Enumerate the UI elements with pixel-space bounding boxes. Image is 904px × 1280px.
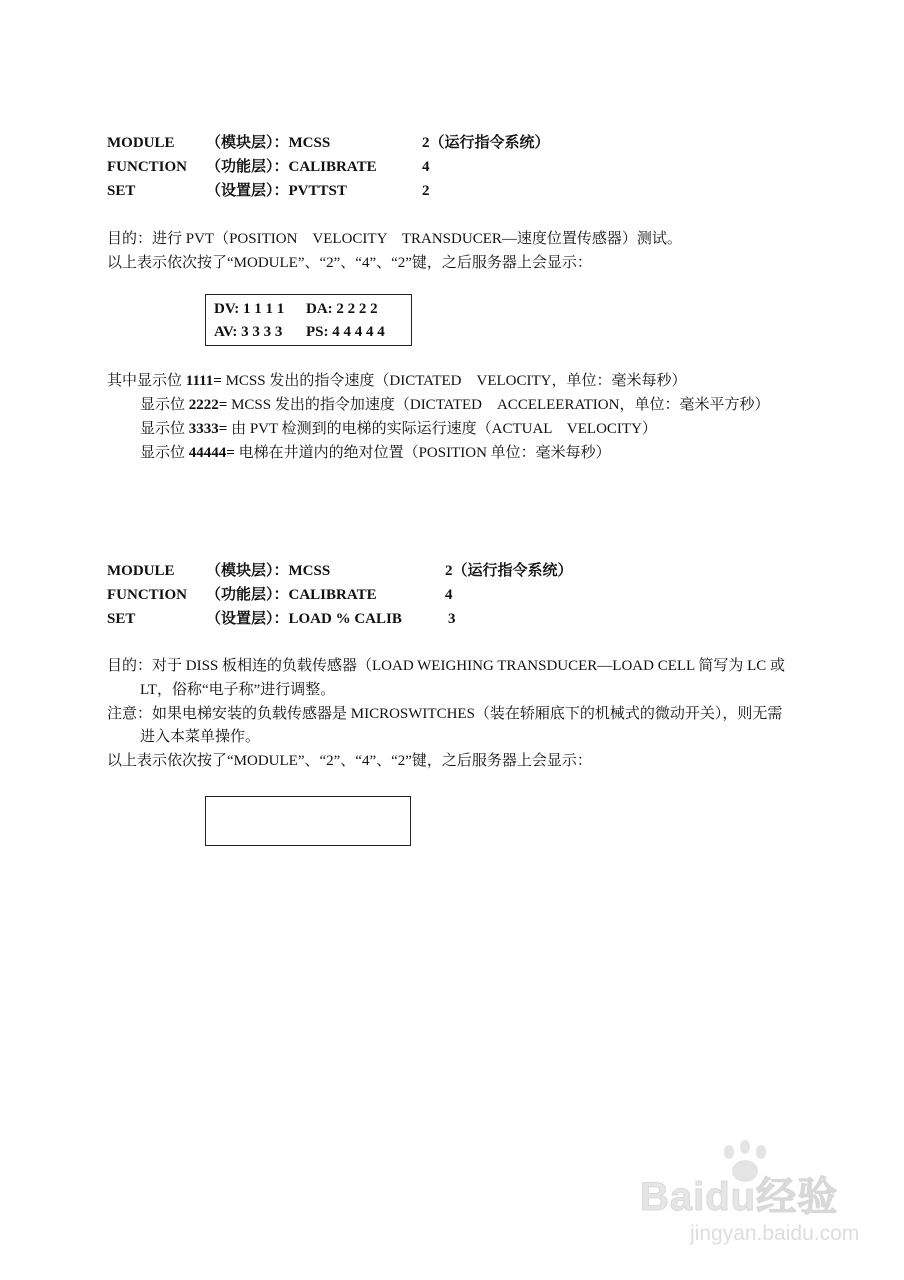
explanation-code: 1111=: [185, 373, 222, 389]
s2-set-value: 3: [448, 611, 456, 627]
display-ps: PS: 4 4 4 4 4: [306, 324, 385, 340]
s1-module-value: 2（运行指令系统）: [422, 135, 550, 151]
explanation-row: [140, 443, 611, 463]
s1-set-layer: （设置层）：PVTTST: [206, 183, 347, 199]
s2-note-line2: 进入本菜单操作。: [140, 729, 261, 745]
s2-function-key: FUNCTION: [107, 587, 188, 603]
explanation-code: 44444=: [188, 445, 235, 461]
s1-module-key: MODULE: [107, 135, 175, 151]
s2-module-value: 2（运行指令系统）: [445, 563, 573, 579]
display-dv: DV: 1 1 1 1: [214, 301, 285, 317]
explanation-prefix: 显示位: [140, 421, 189, 437]
s1-function-layer: （功能层）：CALIBRATE: [206, 159, 377, 175]
s2-set-layer: （设置层）：LOAD % CALIB: [206, 611, 402, 627]
explanation-prefix: 显示位: [140, 397, 189, 413]
explanation-text: MCSS 发出的指令速度（DICTATED VELOCITY，单位：毫米每秒）: [221, 373, 687, 389]
s1-instruction: 以上表示依次按了“MODULE”、“2”、“4”、“2”键，之后服务器上会显示：: [107, 255, 592, 271]
s2-instruction: 以上表示依次按了“MODULE”、“2”、“4”、“2”键，之后服务器上会显示：: [107, 753, 592, 769]
s2-function-value: 4: [445, 587, 453, 603]
s1-display-box: [205, 294, 412, 346]
s1-function-value: 4: [422, 159, 430, 175]
explanation-row: [107, 371, 686, 391]
s2-purpose-line1: 目的：对于 DISS 板相连的负载传感器（LOAD WEIGHING TRANSDUCER—LOAD CELL 简写为 LC 或: [107, 658, 786, 674]
explanation-code: 3333=: [188, 421, 228, 437]
s1-set-value: 2: [422, 183, 430, 199]
s2-function-layer: （功能层）：CALIBRATE: [206, 587, 377, 603]
display-da: DA: 2 2 2 2: [306, 301, 378, 317]
s1-purpose: 目的：进行 PVT（POSITION VELOCITY TRANSDUCER—速度位置传感器）测试。: [107, 231, 682, 247]
explanation-row: [140, 419, 657, 439]
s1-set-key: SET: [107, 183, 136, 199]
s2-display-box: [205, 796, 411, 846]
explanation-text: 由 PVT 检测到的电梯的实际运行速度（ACTUAL VELOCITY）: [227, 421, 657, 437]
s2-module-layer: （模块层）：MCSS: [206, 563, 331, 579]
explanation-prefix: 其中显示位: [107, 373, 186, 389]
s1-module-layer: （模块层）：MCSS: [206, 135, 331, 151]
explanation-row: [140, 395, 769, 415]
s2-purpose-line2: LT，俗称“电子称”进行调整。: [140, 682, 336, 698]
watermark-url: jingyan.baidu.com: [690, 1222, 860, 1245]
s2-note-line1: 注意：如果电梯安装的负载传感器是 MICROSWITCHES（装在轿厢底下的机械式的微动开关），则无需: [107, 706, 783, 722]
explanation-text: MCSS 发出的指令加速度（DICTATED ACCELEERATION，单位：毫米平方秒）: [227, 397, 770, 413]
explanation-text: 电梯在井道内的绝对位置（POSITION 单位：毫米每秒）: [234, 445, 611, 461]
explanation-prefix: 显示位: [140, 445, 189, 461]
s1-function-key: FUNCTION: [107, 159, 188, 175]
s2-set-key: SET: [107, 611, 136, 627]
display-av: AV: 3 3 3 3: [214, 324, 283, 340]
explanation-code: 2222=: [188, 397, 228, 413]
watermark-brand: Baidu经验: [640, 1175, 839, 1219]
s2-module-key: MODULE: [107, 563, 175, 579]
